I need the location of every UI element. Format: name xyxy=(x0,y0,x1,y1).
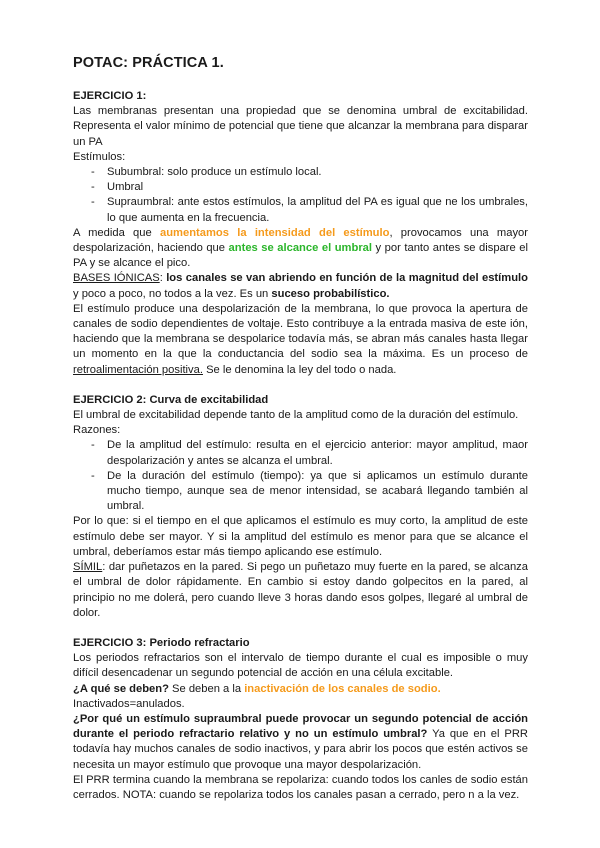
text-run: A medida que xyxy=(73,226,160,239)
text-run: : dar puñetazos en la pared. Si pego un puñetazo muy fuerte en la pared, se alcanza el umbral de dolor rápidamente. En cambio si estoy dando golpecitos en la pared, al principio no me dolerá, pero cuando lleve 3 horas dando esos golpes, llegaré al umbral de dolor. xyxy=(73,561,528,619)
underlined-term: SÍMIL xyxy=(73,561,103,574)
ej2-heading: EJERCICIO 2: Curva de excitabilidad xyxy=(73,393,269,406)
ej2-paragraph-2: Por lo que: si el tiempo en el que aplicamos el estímulo es muy corto, la amplitud de este estímulo debe ser mayor. Y si la amplitud del estímulo es menor para que se alcance el umbral, deberíamos estar más tiempo aplicando ese estímulo. xyxy=(73,515,528,558)
ej1-heading: EJERCICIO 1: xyxy=(73,90,147,102)
text-run: , provocamos una mayor despolarización, haciendo que xyxy=(73,226,528,255)
document-page xyxy=(73,55,528,803)
list-item: - Supraumbral: ante estos estímulos, la amplitud del PA es igual que ne los umbrales, lo que aumenta en la frecuencia. xyxy=(73,195,528,225)
ej1-paragraph-4 xyxy=(73,302,528,378)
ej1-intro: Las membranas presentan una propiedad que se denomina umbral de excitabilidad. Representa el valor mínimo de potencial que tiene que alcanzar la membrana para disparar un PA xyxy=(73,105,528,148)
ej3-heading: EJERCICIO 3: Periodo refractario xyxy=(73,636,250,649)
ej3-paragraph-last: El PRR termina cuando la membrana se repolariza: cuando todos los canles de sodio están cerrados. NOTA: cuando se repolariza todos los canales pasan a cerrado, pero n a la vez. xyxy=(73,773,528,801)
question-text: ¿Por qué un estímulo supraumbral puede provocar un segundo potencial de acción durante el periodo refractario relativo y no un estímulo umbral? xyxy=(73,712,528,741)
list-item: - De la duración del estímulo (tiempo): ya que si aplicamos un estímulo durante mucho tiempo, aunque sea de menor intensidad, se acabará llegando también al umbral. xyxy=(73,469,528,515)
ej2-intro: El umbral de excitabilidad depende tanto de la amplitud como de la duración del estímulo. xyxy=(73,409,519,422)
text-run: y poco a poco, no todos a la vez. Es un xyxy=(73,287,272,300)
ej3-question-1 xyxy=(73,682,528,712)
text-run: Se deben a la xyxy=(168,682,245,695)
ej2-reasons-label: Razones: xyxy=(73,424,121,437)
ej3-question-2 xyxy=(73,712,528,773)
ej1-paragraph-2 xyxy=(73,226,528,272)
text-run: El estímulo produce una despolarización de la membrana, lo que provoca la apertura de canales de sodio dependientes de voltaje. Esto contribuye a la entrada masiva de este ión, haciendo que la membrana se despolarice todavía más, se abran más canales hasta llegar un momento en la que la conductancia del sodio sea la máxima. Es un proceso de xyxy=(73,302,528,361)
underlined-term: retroalimentación positiva. xyxy=(73,363,203,376)
ej1-paragraph-3 xyxy=(73,271,528,301)
ej1-stimuli-label: Estímulos: xyxy=(73,150,126,163)
ej2-paragraph-3 xyxy=(73,560,528,621)
list-item: - De la amplitud del estímulo: resulta en el ejercicio anterior: mayor amplitud, maor despolarización y antes se alcanza el umbral. xyxy=(73,438,528,468)
text-run: Se le denomina la ley del todo o nada. xyxy=(202,363,397,376)
underlined-term: BASES IÓNICAS xyxy=(73,272,160,285)
list-item: - Subumbral: solo produce un estímulo local. xyxy=(73,165,528,180)
text-run: Ya que en el PRR todavía hay muchos canales de sodio inactivos, y para abrir los pocos que estén activos se necesita un mayor estímulo que provoque una mayor despolarización. xyxy=(73,728,528,771)
text-run: : xyxy=(159,272,167,285)
ej1-stimuli-list xyxy=(73,165,528,226)
ej2-reasons-list xyxy=(73,438,528,514)
text-run: y por tanto antes se dispare el PA y se alcance el pico. xyxy=(73,242,528,270)
highlight-green: antes se alcance el umbral xyxy=(228,242,373,255)
question-text: ¿A qué se deben? xyxy=(73,682,169,695)
highlight-orange: inactivación de los canales de sodio. xyxy=(244,682,441,695)
bold-run: suceso probabilístico. xyxy=(271,287,390,300)
document-title: POTAC: PRÁCTICA 1. xyxy=(73,55,224,71)
list-item: - Umbral xyxy=(73,180,528,195)
bold-run: los canales se van abriendo en función de la magnitud del estímulo xyxy=(166,272,528,285)
ej3-intro: Los periodos refractarios son el intervalo de tiempo durante el cual es imposible o muy difícil desencadenar un segundo potencial de acción en una célula excitable. xyxy=(73,652,528,680)
text-run: Inactivados=anulados. xyxy=(73,697,185,710)
highlight-orange: aumentamos la intensidad del estímulo xyxy=(159,226,390,239)
